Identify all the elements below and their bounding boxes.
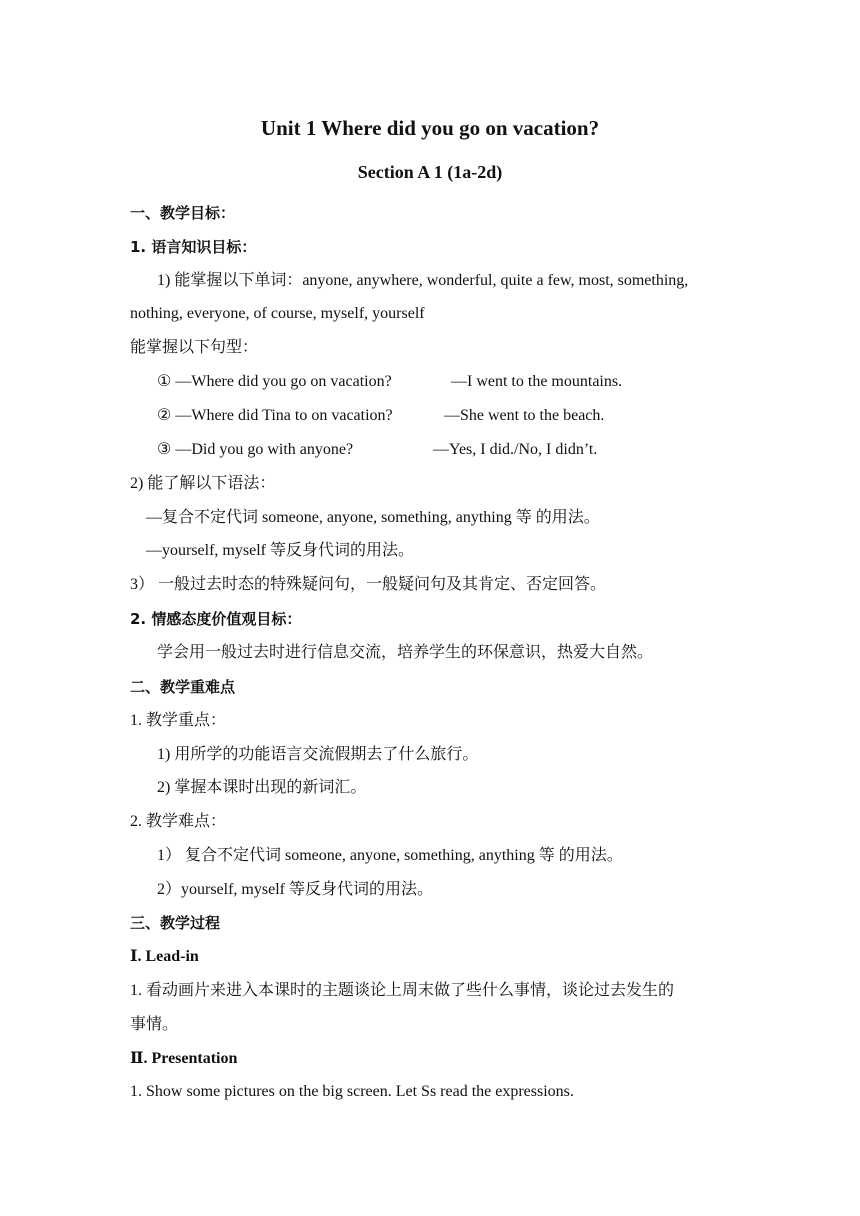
sentence-3-answer: —Yes, I did./No, I didn’t. [433,441,598,458]
document-subtitle: Section A 1 (1a-2d) [357,162,503,182]
difficult-point-2: 2）yourself, myself 等反身代词的用法。 [157,881,433,898]
sentence-2-question: ② —Where did Tina to on vacation? [157,407,393,424]
document-title: Unit 1 Where did you go on vacation? [260,116,600,140]
key-point-1: 1) 用所学的功能语言交流假期去了什么旅行。 [157,746,479,763]
difficult-points-label: 2. 教学难点： [130,813,227,830]
lead-in-item-1-line-1: 1. 看动画片来进入本课时的主题谈论上周末做了些什么事情，谈论过去发生的 [130,982,675,999]
grammar-item-2: —yourself, myself 等反身代词的用法。 [146,542,414,559]
heading-key-points: 二、教学重难点 [130,678,236,696]
key-point-2: 2) 掌握本课时出现的新词汇。 [157,779,367,796]
grammar-item-3: 3） 一般过去时态的特殊疑问句，一般疑问句及其肯定、否定回答。 [130,576,607,593]
emotion-goal-text: 学会用一般过去时进行信息交流，培养学生的环保意识，热爱大自然。 [157,644,654,661]
sentence-3-question: ③ —Did you go with anyone? [157,441,354,458]
sentence-1-question: ① —Where did you go on vacation? [157,373,392,390]
words-line-2: nothing, everyone, of course, myself, yourself [130,305,425,322]
sentence-1-answer: —I went to the mountains. [451,373,623,390]
heading-teaching-process: 三、教学过程 [130,914,221,932]
sentences-intro: 能掌握以下句型： [130,339,259,356]
grammar-intro: 2) 能了解以下语法： [130,475,276,492]
section-presentation: Ⅱ. Presentation [130,1050,238,1067]
presentation-item-1: 1. Show some pictures on the big screen. Let Ss read the expressions. [130,1083,574,1100]
subheading-emotion-goal: 2. 情感态度价值观目标： [130,610,302,628]
lead-in-item-1-line-2: 事情。 [130,1016,179,1033]
grammar-item-1: —复合不定代词 someone, anyone, something, anything 等 的用法。 [146,509,600,526]
difficult-point-1: 1） 复合不定代词 someone, anyone, something, anything 等 的用法。 [157,847,623,864]
words-line-1: 1) 能掌握以下单词：anyone, anywhere, wonderful, quite a few, most, something, [157,272,689,289]
key-points-label: 1. 教学重点： [130,712,227,729]
section-lead-in: Ⅰ. Lead-in [130,948,199,965]
subheading-language-goal: 1. 语言知识目标： [130,238,257,256]
heading-teaching-goals: 一、教学目标： [130,204,236,222]
sentence-2-answer: —She went to the beach. [444,407,605,424]
